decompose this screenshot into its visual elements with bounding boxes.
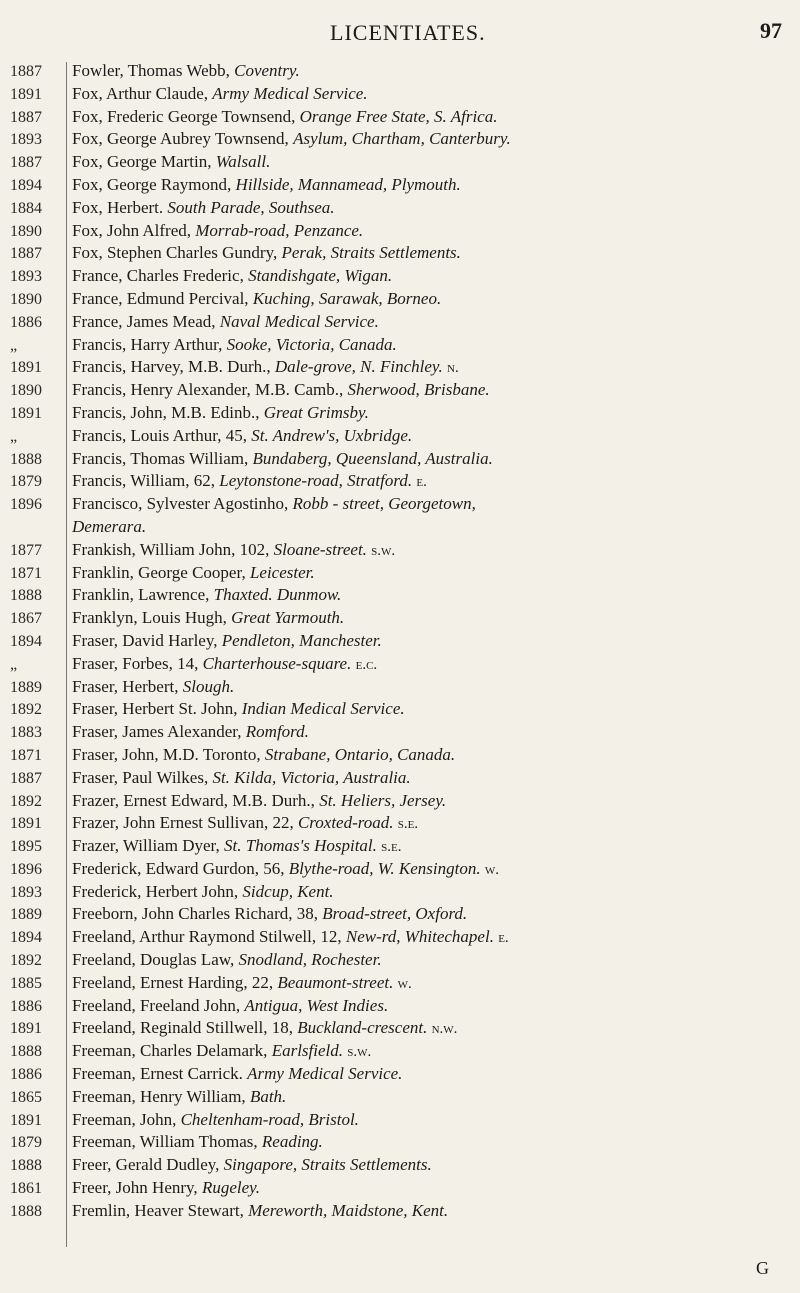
- year-of-licence: „: [10, 427, 18, 445]
- list-item: [0, 972, 800, 995]
- licentiate-name: Francisco, Sylvester Agostinho,: [72, 494, 293, 514]
- licentiate-name: Franklin, Lawrence,: [72, 585, 214, 605]
- year-of-licence: 1892: [10, 701, 42, 719]
- entry-text: [72, 242, 784, 266]
- entry-text: [72, 220, 784, 244]
- year-of-licence: 1890: [10, 222, 42, 240]
- licentiate-address: Charterhouse-square.: [202, 653, 352, 673]
- licentiate-name: France, Edmund Percival,: [72, 288, 253, 308]
- licentiate-address: Asylum, Chartham, Canterbury.: [293, 129, 511, 149]
- entry-text: [72, 516, 784, 540]
- entry-text: [72, 60, 784, 84]
- licentiate-name: Francis, Harvey, M.B. Durh.,: [72, 357, 275, 377]
- licentiate-name: Fraser, Forbes, 14,: [72, 653, 203, 673]
- entry-text: [72, 1063, 784, 1087]
- running-title: LICENTIATES.: [330, 20, 486, 45]
- licentiate-address: Great Grimsby.: [263, 402, 369, 422]
- licentiate-address: Naval Medical Service.: [219, 311, 379, 331]
- licentiate-name: Francis, John, M.B. Edinb.,: [72, 402, 264, 422]
- licentiate-name: Fraser, James Alexander,: [72, 722, 246, 742]
- licentiate-address: Buckland-crescent.: [297, 1018, 428, 1038]
- list-item: [0, 881, 800, 904]
- licentiate-address: Dale-grove, N. Finchley.: [274, 357, 443, 377]
- year-of-licence: 1891: [10, 404, 42, 422]
- licentiate-address: St. Andrew's, Uxbridge.: [251, 425, 413, 445]
- licentiate-name: Freeland, Ernest Harding, 22,: [72, 972, 278, 992]
- list-item: [0, 630, 800, 653]
- licentiate-address: Standishgate, Wigan.: [248, 266, 393, 286]
- entry-text: [72, 1086, 784, 1110]
- year-of-licence: 1883: [10, 724, 42, 742]
- entry-text: [72, 128, 784, 152]
- list-item: [0, 1040, 800, 1063]
- entry-text: [72, 425, 784, 449]
- licentiate-name: Frazer, Ernest Edward, M.B. Durh.,: [72, 790, 320, 810]
- year-of-licence: 1890: [10, 382, 42, 400]
- licentiate-name: Fremlin, Heaver Stewart,: [72, 1200, 249, 1220]
- list-item: [0, 903, 800, 926]
- licentiate-name: Frazer, John Ernest Sullivan, 22,: [72, 813, 298, 833]
- year-of-licence: „: [10, 336, 18, 354]
- year-of-licence: 1891: [10, 1111, 42, 1129]
- entry-text: [72, 379, 784, 403]
- licentiate-name: Franklin, George Cooper,: [72, 562, 250, 582]
- year-of-licence: 1885: [10, 974, 42, 992]
- licentiate-address: Army Medical Service.: [247, 1064, 403, 1084]
- list-item: [0, 1063, 800, 1086]
- year-of-licence: 1896: [10, 860, 42, 878]
- year-of-licence: 1886: [10, 1066, 42, 1084]
- year-of-licence: 1891: [10, 359, 42, 377]
- list-item: [0, 288, 800, 311]
- entry-text: [72, 881, 784, 905]
- year-of-licence: 1890: [10, 290, 42, 308]
- list-item: [0, 1200, 800, 1223]
- licentiate-name: Freeland, Reginald Stillwell, 18,: [72, 1018, 298, 1038]
- entry-text: [72, 1177, 784, 1201]
- licentiate-address: Demerara.: [72, 516, 147, 536]
- list-item: [0, 926, 800, 949]
- list-item: [0, 995, 800, 1018]
- entry-text: [72, 562, 784, 586]
- list-item: [0, 242, 800, 265]
- licentiate-name: France, Charles Frederic,: [72, 266, 249, 286]
- licentiate-name: Frazer, William Dyer,: [72, 836, 225, 856]
- year-of-licence: 1891: [10, 815, 42, 833]
- licentiate-name: Freer, Gerald Dudley,: [72, 1155, 224, 1175]
- list-item: [0, 1017, 800, 1040]
- licentiate-name: Frederick, Herbert John,: [72, 881, 243, 901]
- list-item: [0, 949, 800, 972]
- list-item: [0, 1177, 800, 1200]
- licentiate-name: Fraser, Herbert,: [72, 676, 183, 696]
- licentiate-address: Croxted-road.: [297, 813, 394, 833]
- licentiate-address: Orange Free State, S. Africa.: [299, 106, 498, 126]
- year-of-licence: 1888: [10, 1043, 42, 1061]
- licentiate-name: Freeland, Douglas Law,: [72, 950, 239, 970]
- entry-text: [72, 926, 784, 950]
- year-of-licence: 1877: [10, 541, 42, 559]
- licentiate-address: Pendleton, Manchester.: [221, 630, 382, 650]
- licentiate-name: Frederick, Edward Gurdon, 56,: [72, 858, 289, 878]
- entry-text: [72, 539, 784, 563]
- licentiate-name: Franklyn, Louis Hugh,: [72, 608, 232, 628]
- year-of-licence: 1888: [10, 1202, 42, 1220]
- year-of-licence: 1871: [10, 564, 42, 582]
- entry-text: [72, 790, 784, 814]
- list-item: [0, 698, 800, 721]
- entry-text: [72, 1131, 784, 1155]
- licentiate-name: Freeland, Arthur Raymond Stilwell, 12,: [72, 927, 346, 947]
- list-item: [0, 83, 800, 106]
- year-of-licence: 1892: [10, 792, 42, 810]
- postal-district: s.e.: [381, 839, 402, 856]
- entry-text: [72, 197, 784, 221]
- entry-text: [72, 767, 784, 791]
- licentiate-address: Kuching, Sarawak, Borneo.: [252, 288, 442, 308]
- year-of-licence: 1887: [10, 63, 42, 80]
- list-item: [0, 676, 800, 699]
- licentiate-address: Sloane-street.: [273, 539, 367, 559]
- licentiate-name: Fox, Frederic George Townsend,: [72, 106, 300, 126]
- licentiate-address: Sherwood, Brisbane.: [347, 380, 490, 400]
- year-of-licence: 1896: [10, 496, 42, 514]
- signature-mark: G: [756, 1258, 769, 1278]
- list-item: [0, 265, 800, 288]
- licentiate-address: Hillside, Mannamead, Plymouth.: [235, 174, 461, 194]
- entry-text: [72, 744, 784, 768]
- list-item: [0, 197, 800, 220]
- entry-text: [72, 151, 784, 175]
- entry-text: [72, 630, 784, 654]
- licentiate-address: Sidcup, Kent.: [242, 881, 334, 901]
- entry-text: [72, 1017, 784, 1041]
- year-of-licence: 1887: [10, 769, 42, 787]
- licentiate-address: Slough.: [182, 676, 235, 696]
- licentiate-name: Fox, George Martin,: [72, 152, 216, 172]
- year-of-licence: 1893: [10, 883, 42, 901]
- licentiate-name: Fowler, Thomas Webb,: [72, 61, 235, 80]
- entry-text: [72, 1040, 784, 1064]
- year-of-licence: 1888: [10, 1157, 42, 1175]
- year-of-licence: 1884: [10, 199, 42, 217]
- licentiate-name: Freeman, Charles Delamark,: [72, 1041, 272, 1061]
- postal-district: n.: [447, 360, 459, 377]
- year-of-licence: 1879: [10, 473, 42, 491]
- year-of-licence: 1888: [10, 450, 42, 468]
- postal-district: w.: [484, 861, 499, 878]
- year-of-licence: 1889: [10, 678, 42, 696]
- entry-text: [72, 174, 784, 198]
- licentiate-address: Rugeley.: [201, 1178, 260, 1198]
- licentiate-address: Broad-street, Oxford.: [322, 904, 468, 924]
- postal-district: n.w.: [431, 1021, 458, 1038]
- licentiate-address: Morrab-road, Penzance.: [195, 220, 364, 240]
- year-of-licence: „: [10, 655, 18, 673]
- licentiate-name: Fox, Stephen Charles Gundry,: [72, 243, 282, 263]
- year-of-licence: 1891: [10, 85, 42, 103]
- entry-text: [72, 402, 784, 426]
- entry-text: [72, 356, 784, 380]
- list-item: [0, 311, 800, 334]
- list-item: [0, 744, 800, 767]
- list-item: [0, 334, 800, 357]
- licentiate-address: Robb - street, Georgetown,: [292, 494, 476, 514]
- list-item: [0, 721, 800, 744]
- entry-text: [72, 972, 784, 996]
- entry-text: [72, 721, 784, 745]
- list-item: [0, 1131, 800, 1154]
- list-item: [0, 151, 800, 174]
- licentiate-name: Freeland, Freeland John,: [72, 995, 245, 1015]
- licentiate-address: South Parade, Southsea.: [167, 197, 335, 217]
- licentiate-address: Reading.: [261, 1132, 323, 1152]
- licentiate-address: Beaumont-street.: [277, 972, 394, 992]
- licentiate-address: Mereworth, Maidstone, Kent.: [248, 1200, 449, 1220]
- entry-text: [72, 676, 784, 700]
- entry-text: [72, 448, 784, 472]
- list-item: [0, 1154, 800, 1177]
- licentiate-address: Coventry.: [234, 61, 300, 80]
- entry-text: [72, 835, 784, 859]
- list-item: [0, 493, 800, 516]
- licentiate-name: Fraser, David Harley,: [72, 630, 222, 650]
- licentiate-name: Fraser, Paul Wilkes,: [72, 767, 213, 787]
- list-item: [0, 858, 800, 881]
- entry-text: [72, 470, 784, 494]
- licentiate-list: [0, 60, 800, 1223]
- year-of-licence: 1887: [10, 245, 42, 263]
- year-of-licence: 1887: [10, 108, 42, 126]
- list-item: [0, 106, 800, 129]
- list-item: [0, 425, 800, 448]
- entry-text: [72, 493, 784, 517]
- licentiate-name: Fraser, John, M.D. Toronto,: [72, 744, 265, 764]
- year-of-licence: 1879: [10, 1134, 42, 1152]
- list-item: [0, 448, 800, 471]
- list-item: [0, 653, 800, 676]
- list-item: [0, 607, 800, 630]
- list-item: [0, 539, 800, 562]
- licentiate-name: Francis, Louis Arthur, 45,: [72, 425, 252, 445]
- list-item: [0, 402, 800, 425]
- entry-text: [72, 265, 784, 289]
- entry-text: [72, 288, 784, 312]
- licentiate-address: Great Yarmouth.: [231, 608, 345, 628]
- list-item: [0, 812, 800, 835]
- list-item: [0, 835, 800, 858]
- year-of-licence: 1893: [10, 131, 42, 149]
- postal-district: e.c.: [355, 656, 378, 673]
- postal-district: e.: [498, 930, 509, 947]
- entry-text: [72, 858, 784, 882]
- year-of-licence: 1893: [10, 268, 42, 286]
- licentiate-name: Francis, William, 62,: [72, 471, 220, 491]
- licentiate-address: Bath.: [249, 1086, 287, 1106]
- licentiate-name: Freeman, Ernest Carrick.: [72, 1064, 248, 1084]
- licentiate-address: Leicester.: [249, 562, 315, 582]
- entry-text: [72, 1154, 784, 1178]
- licentiate-address: Leytonstone-road, Stratford.: [219, 471, 413, 491]
- licentiate-address: Walsall.: [215, 152, 271, 172]
- postal-district: s.e.: [397, 816, 419, 833]
- list-item: [0, 767, 800, 790]
- year-of-licence: 1888: [10, 587, 42, 605]
- licentiate-address: Bundaberg, Queensland, Australia.: [252, 448, 493, 468]
- year-of-licence: 1887: [10, 154, 42, 172]
- licentiate-name: Francis, Harry Arthur,: [72, 334, 227, 354]
- list-item: [0, 470, 800, 493]
- entry-text: [72, 698, 784, 722]
- entry-text: [72, 949, 784, 973]
- entry-text: [72, 812, 784, 836]
- page-header: [0, 8, 800, 48]
- licentiate-name: Francis, Henry Alexander, M.B. Camb.,: [72, 380, 348, 400]
- year-of-licence: 1891: [10, 1020, 42, 1038]
- licentiate-address: Thaxted. Dunmow.: [213, 585, 342, 605]
- licentiate-name: Freer, John Henry,: [72, 1178, 202, 1198]
- list-item: [0, 584, 800, 607]
- year-of-licence: 1886: [10, 313, 42, 331]
- entry-text: [72, 607, 784, 631]
- licentiate-address: St. Thomas's Hospital.: [224, 836, 377, 856]
- licentiate-address: Sooke, Victoria, Canada.: [226, 334, 397, 354]
- licentiate-address: Army Medical Service.: [212, 83, 368, 103]
- licentiate-address: Snodland, Rochester.: [238, 950, 382, 970]
- year-of-licence: 1889: [10, 906, 42, 924]
- list-item: [0, 790, 800, 813]
- year-of-licence: 1892: [10, 952, 42, 970]
- licentiate-name: Fox, Arthur Claude,: [72, 83, 213, 103]
- year-of-licence: 1867: [10, 610, 42, 628]
- licentiate-name: Fox, George Aubrey Townsend,: [72, 129, 294, 149]
- year-of-licence: 1865: [10, 1088, 42, 1106]
- licentiate-name: France, James Mead,: [72, 311, 220, 331]
- licentiate-address: Perak, Straits Settlements.: [281, 243, 461, 263]
- list-item: [0, 379, 800, 402]
- postal-district: s.w.: [347, 1044, 372, 1061]
- list-item: [0, 562, 800, 585]
- licentiate-address: St. Heliers, Jersey.: [319, 790, 447, 810]
- year-of-licence: 1895: [10, 838, 42, 856]
- list-item: [0, 174, 800, 197]
- licentiate-address: Antigua, West Indies.: [244, 995, 389, 1015]
- entry-text: [72, 903, 784, 927]
- licentiate-address: Earlsfield.: [271, 1041, 343, 1061]
- entry-text: [72, 311, 784, 335]
- licentiate-name: Francis, Thomas William,: [72, 448, 253, 468]
- postal-district: w.: [397, 975, 412, 992]
- list-item: [0, 516, 800, 539]
- licentiate-address: Indian Medical Service.: [241, 699, 405, 719]
- year-of-licence: 1894: [10, 929, 42, 947]
- licentiate-name: Fox, John Alfred,: [72, 220, 196, 240]
- licentiate-name: Fox, George Raymond,: [72, 174, 236, 194]
- list-item: [0, 1086, 800, 1109]
- entry-text: [72, 584, 784, 608]
- licentiate-address: Strabane, Ontario, Canada.: [264, 744, 456, 764]
- licentiate-name: Freeman, Henry William,: [72, 1086, 250, 1106]
- licentiate-address: Singapore, Straits Settlements.: [223, 1155, 432, 1175]
- licentiate-address: New-rd, Whitechapel.: [345, 927, 494, 947]
- year-of-licence: 1894: [10, 632, 42, 650]
- licentiate-name: Freeborn, John Charles Richard, 38,: [72, 904, 323, 924]
- licentiate-name: Fox, Herbert.: [72, 197, 168, 217]
- licentiate-name: Freeman, John,: [72, 1109, 181, 1129]
- entry-text: [72, 1200, 784, 1224]
- licentiate-address: Cheltenham-road, Bristol.: [180, 1109, 359, 1129]
- year-of-licence: 1871: [10, 746, 42, 764]
- list-item: [0, 220, 800, 243]
- licentiate-name: Frankish, William John, 102,: [72, 539, 274, 559]
- licentiate-address: Romford.: [245, 722, 309, 742]
- entry-text: [72, 83, 784, 107]
- postal-district: s.w.: [371, 542, 396, 559]
- licentiate-name: Freeman, William Thomas,: [72, 1132, 262, 1152]
- entry-text: [72, 995, 784, 1019]
- list-item: [0, 60, 800, 83]
- year-of-licence: 1886: [10, 997, 42, 1015]
- page-number: 97: [760, 18, 782, 43]
- year-of-licence: 1861: [10, 1180, 42, 1198]
- licentiate-address: Blythe-road, W. Kensington.: [288, 858, 481, 878]
- entry-text: [72, 106, 784, 130]
- licentiate-name: Fraser, Herbert St. John,: [72, 699, 242, 719]
- list-item: [0, 1109, 800, 1132]
- list-item: [0, 356, 800, 379]
- entry-text: [72, 653, 784, 677]
- licentiate-address: St. Kilda, Victoria, Australia.: [212, 767, 411, 787]
- postal-district: e.: [416, 474, 427, 491]
- entry-text: [72, 1109, 784, 1133]
- list-item: [0, 128, 800, 151]
- year-of-licence: 1894: [10, 176, 42, 194]
- entry-text: [72, 334, 784, 358]
